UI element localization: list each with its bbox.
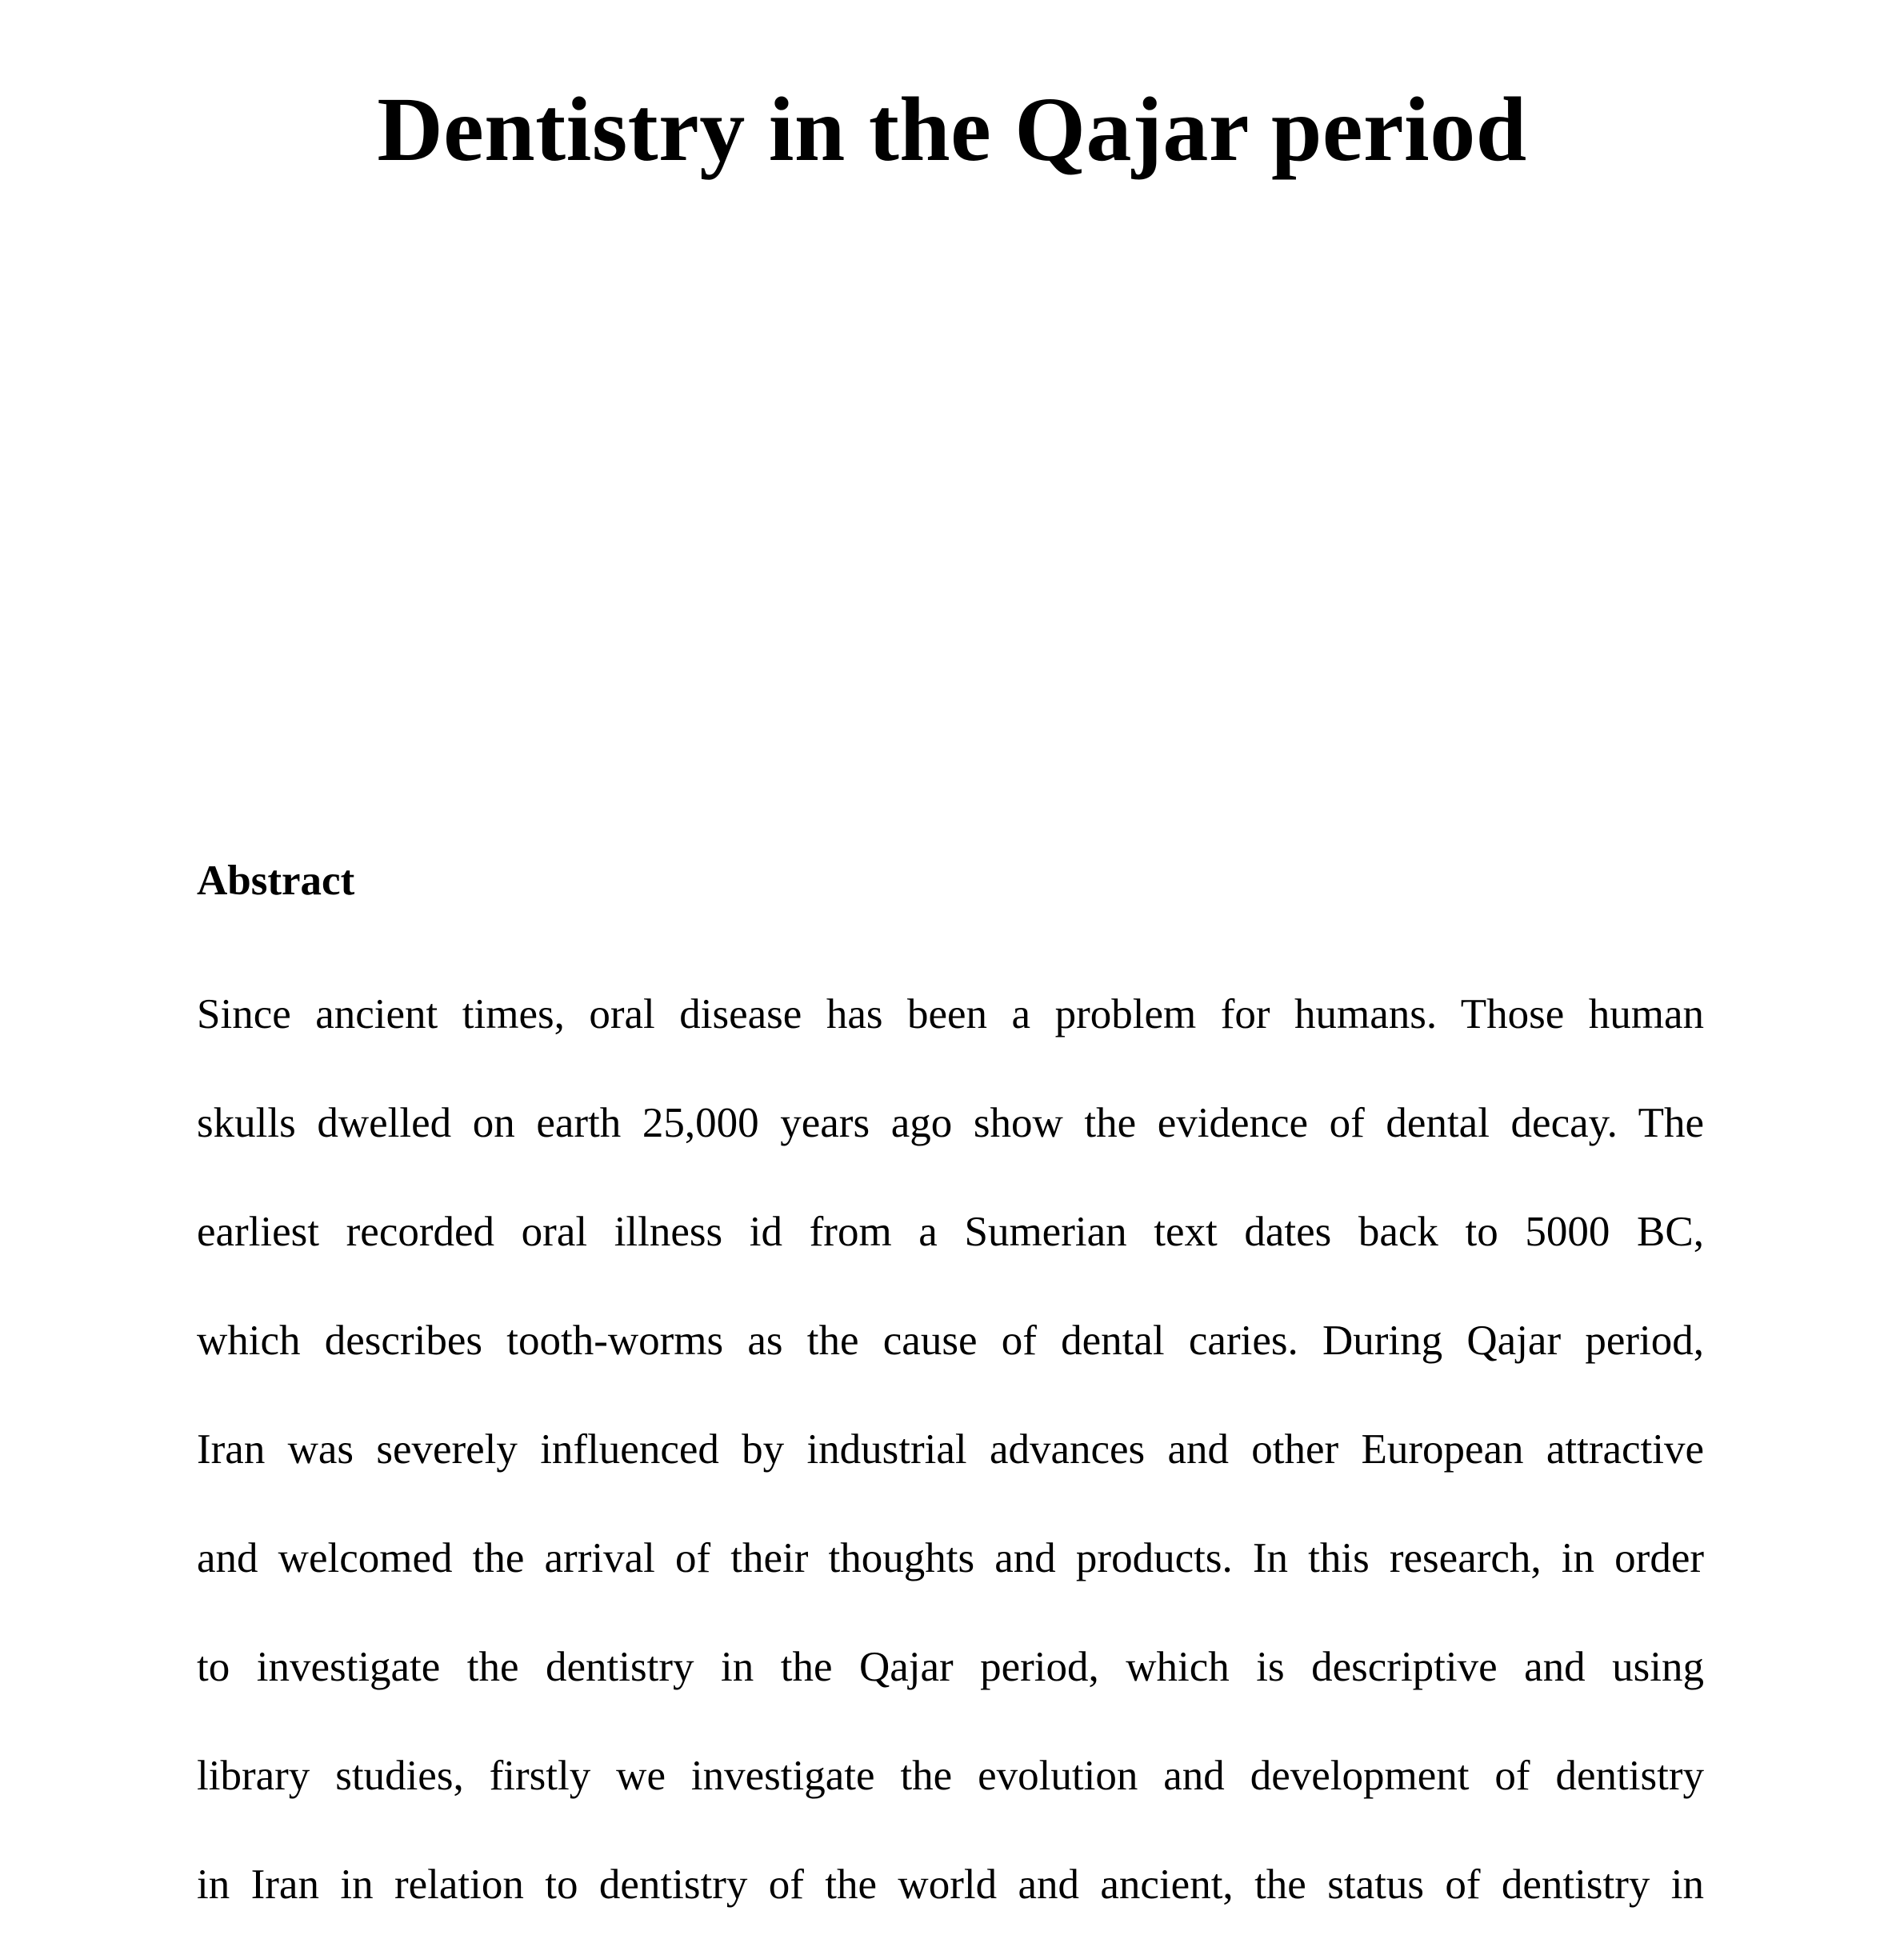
abstract-line: library studies, firstly we investigate the evolution and development of dentistry [197, 1753, 1704, 1799]
abstract-line: skulls dwelled on earth 25,000 years ago show the evidence of dental decay. The [197, 1100, 1704, 1146]
abstract-line: earliest recorded oral illness id from a Sumerian text dates back to 5000 BC, [197, 1209, 1704, 1255]
abstract-line: Since ancient times, oral disease has been a problem for humans. Those human [197, 991, 1704, 1037]
abstract-line: Iran was severely influenced by industrial advances and other European attractive [197, 1426, 1704, 1473]
abstract-line: which describes tooth-worms as the cause of dental caries. During Qajar period, [197, 1317, 1704, 1364]
document-title: Dentistry in the Qajar period [377, 78, 1527, 180]
abstract-line: to investigate the dentistry in the Qajar period, which is descriptive and using [197, 1644, 1704, 1690]
abstract-body [197, 960, 1704, 1939]
abstract-heading: Abstract [197, 858, 355, 904]
abstract-line: and welcomed the arrival of their thoughts and products. In this research, in order [197, 1535, 1704, 1581]
abstract-line: in Iran in relation to dentistry of the world and ancient, the status of dentistry in [197, 1861, 1704, 1908]
